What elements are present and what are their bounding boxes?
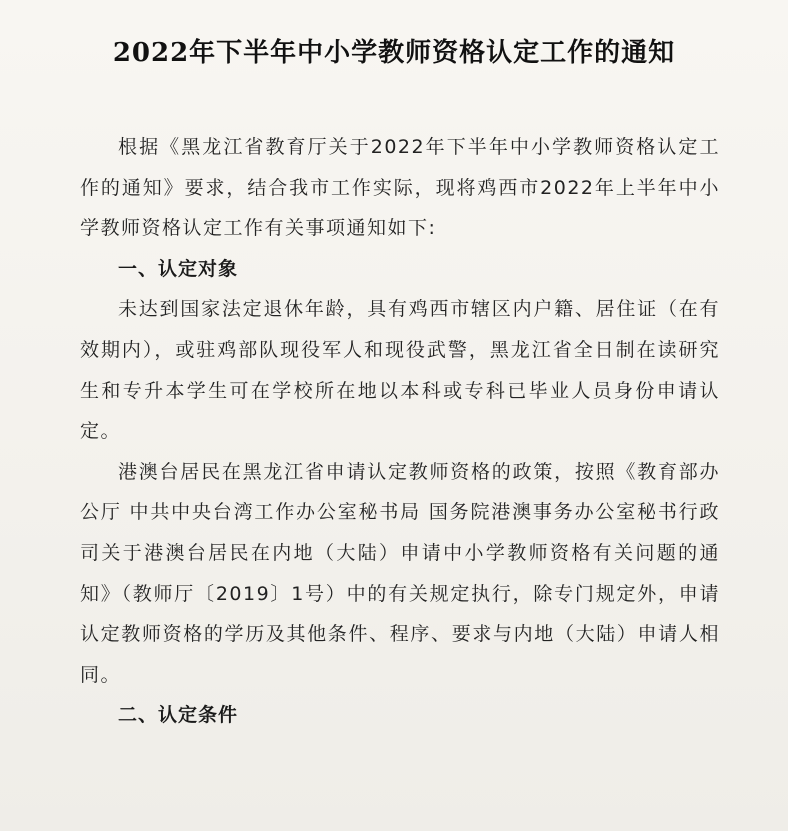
section-heading-2: 二、认定条件 — [118, 704, 239, 727]
section-1-paragraph-2: 港澳台居民在黑龙江省申请认定教师资格的政策，按照《教育部办公厅 中共中央台湾工作办公室秘书局 国务院港澳事务办公室秘书行政司关于港澳台居民在内地（大陆）申请中小学教师资格有关问题的通知》（教师厅〔2019〕1号）中的有关规定执行，除专门规定外，申请认定教师资格的学历及其他条件、程序、要求与内地（大陆）申请人相同。 — [80, 460, 720, 686]
intro-paragraph: 根据《黑龙江省教育厅关于2022年下半年中小学教师资格认定工作的通知》要求，结合我市工作实际，现将鸡西市2022年上半年中小学教师资格认定工作有关事项通知如下: — [80, 136, 720, 240]
section-1-paragraph-1: 未达到国家法定退休年龄，具有鸡西市辖区内户籍、居住证（在有效期内），或驻鸡部队现役军人和现役武警，黑龙江省全日制在读研究生和专升本学生可在学校所在地以本科或专科已毕业人员身份申请认定。 — [80, 298, 720, 443]
document-body — [80, 127, 720, 736]
section-heading-1: 一、认定对象 — [118, 257, 239, 280]
document-title: 2022年下半年中小学教师资格认定工作的通知 — [112, 38, 676, 68]
